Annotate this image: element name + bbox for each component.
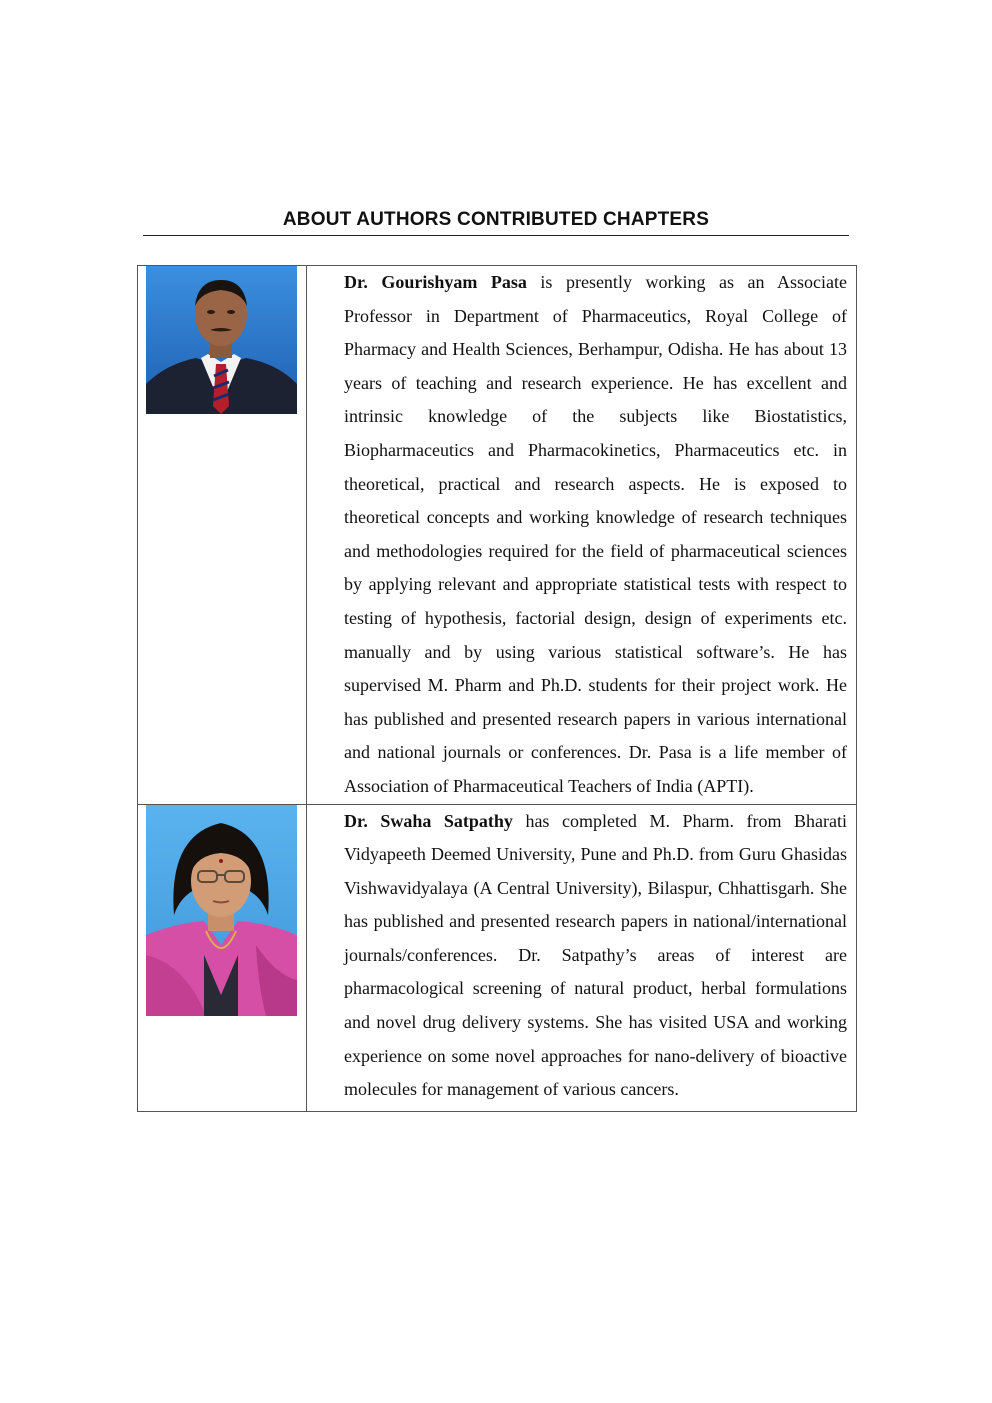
author-name: Dr. Gourishyam Pasa [344,272,527,292]
authors-table [137,265,857,1112]
bio-cell [307,804,857,1111]
author-photo-1 [146,266,297,414]
author-name: Dr. Swaha Satpathy [344,810,513,831]
photo-cell [138,804,307,1111]
bio-cell [307,266,857,805]
author-bio [307,266,856,804]
author-bio [307,805,856,1111]
photo-cell [138,266,307,805]
author-bio-text: is presently working as an Associate Professor in Department of Pharmaceutics, Royal College of Pharmacy and Health Sciences, Berhampur, Odisha. He has about 13 years of teaching and research experience. He has excellent and intrinsic knowledge of the subjects like Biostatistics, Biopharmaceutics and Pharmacokinetics, Pharmaceutics etc. in theoretical, practical and research aspects. He is exposed to theoretical concepts and working knowledge of research techniques and methodologies required for the field of pharmaceutical sciences by applying relevant and appropriate statistical tests with respect to testing of hypothesis, factorial design, design of experiments etc. manually and by using various statistical software’s. He has supervised M. Pharm and Ph.D. students for their project work. He has published and presented research papers in various international and national journals or conferences. Dr. Pasa is a life member of Association of Pharmaceutical Teachers of India (APTI). [344,272,847,796]
author-row [138,266,857,805]
author-photo-2 [146,805,297,1016]
author-bio-text: has completed M. Pharm. from Bharati Vidyapeeth Deemed University, Pune and Ph.D. from Guru Ghasidas Vishwavidyalaya (A Central University), Bilaspur, Chhattisgarh. She has published and presented research papers in national/international journals/conferences. Dr. Satpathy’s areas of interest are pharmacological screening of natural product, herbal formulations and novel drug delivery systems. She has visited USA and working experience on some novel approaches for nano-delivery of bioactive molecules for management of various cancers. [344,810,847,1100]
portrait-woman-icon [146,805,297,1016]
portrait-man-icon [146,266,297,414]
page-title: ABOUT AUTHORS CONTRIBUTED CHAPTERS [143,207,849,236]
author-row [138,804,857,1111]
